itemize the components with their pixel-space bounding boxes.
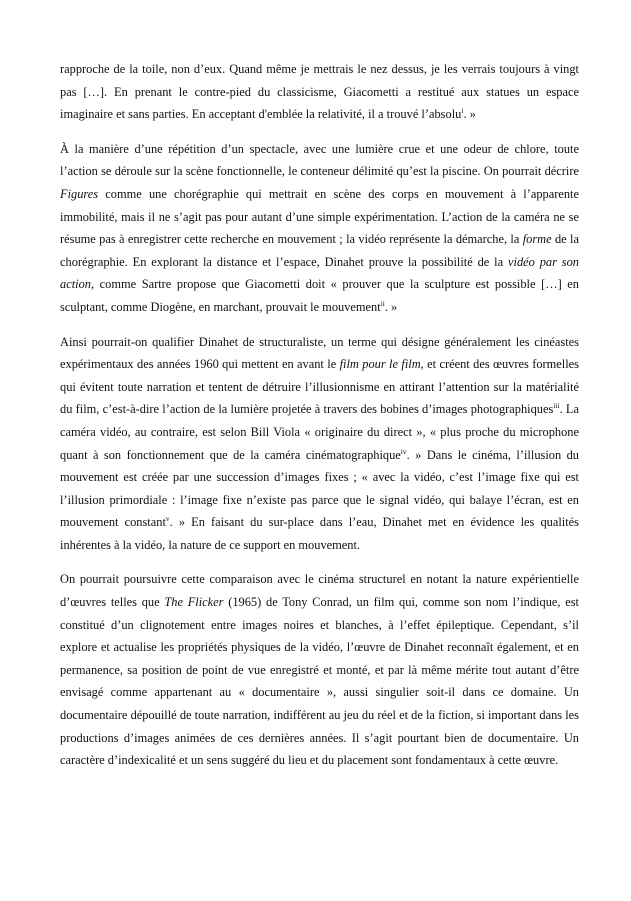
text-run: , comme Sartre propose que Giacometti doit « prouver que la sculpture est possible […] en sculptant, comme Diogène, en marchant, prouvait le mouvement <box>60 277 579 314</box>
italic-text: forme <box>522 232 552 247</box>
text-run: À la manière d’une répétition d’un spectacle, avec une lumière crue et une odeur de chlore, toute l’action se déroule sur la scène fonctionnelle, le conteneur délimité qu’est la piscine. On pourrait décrire <box>60 141 579 179</box>
paragraph <box>60 58 579 126</box>
text-run: , et créent des œuvres formelles qui évitent toute narration et tentent de détruire l’illusionnisme en attirant l’attention sur la matérialité du film, c’est-à-dire l’action de la lumière projetée à travers des bobines d’images photographiques <box>60 357 580 417</box>
text-run: On pourrait poursuivre cette comparaison avec le cinéma structurel en notant la nature expérientielle d’œuvres telles que <box>60 572 579 610</box>
footnote-marker: ii <box>380 298 385 308</box>
footnote-marker: iii <box>553 401 560 411</box>
italic-text: The Flicker <box>164 595 224 610</box>
italic-text: vidéo par son action <box>60 254 580 292</box>
body-text <box>60 58 579 784</box>
text-run: . » Dans le cinéma, l’illusion du mouvement est créée par une succession d’images fixes ; « avec la vidéo, c’est l’image fixe qui est l’illusion primordiale : l’image fixe n’existe pas parce que le signal vidéo, qui balaye l’écran, est en mouvement constant <box>60 447 580 530</box>
text-run: . » En faisant du sur-place dans l’eau, Dinahet met en évidence les qualités inhérentes à la vidéo, la nature de ce support en mouvement. <box>60 515 580 552</box>
paragraph <box>60 568 579 771</box>
text-run: . » <box>384 299 398 314</box>
text-run: de la chorégraphie. En explorant la distance et l’espace, Dinahet prouve la possibilité de la <box>60 232 579 269</box>
italic-text: film pour le film <box>339 357 421 372</box>
text-run: rapproche de la toile, non d’eux. Quand même je mettrais le nez dessus, je les verrais toujours à vingt pas […]. En prenant le contre-pied du classicisme, Giacometti a restitué aux statues un espace imaginaire et sans parties. En acceptant d'emblée la relativité, il a trouvé l’absolu <box>60 62 579 122</box>
footnote-marker: v <box>165 514 170 524</box>
paragraph <box>60 138 579 319</box>
footnote-marker: iv <box>400 446 407 456</box>
text-run: . » <box>463 107 476 122</box>
paragraph <box>60 331 579 557</box>
text-run: comme une chorégraphie qui mettrait en scène des corps en mouvement à l’apparente immobilité, mais il ne s’agit pas pour autant d’une simple expérimentation. L’action de la caméra ne se résume pas à enregistrer cette recherche en mouvement ; la vidéo représente la démarche, la <box>60 186 579 247</box>
footnote-marker: i <box>461 106 464 116</box>
text-run: . La caméra vidéo, au contraire, est selon Bill Viola « originaire du direct », « plus proche du microphone quant à son fonctionnement que de la caméra cinématographique <box>60 402 579 462</box>
italic-text: Figures <box>60 186 99 201</box>
text-run: Ainsi pourrait-on qualifier Dinahet de structuraliste, un terme qui désigne généralement les cinéastes expérimentaux des années 1960 qui mettent en avant le <box>60 334 579 372</box>
text-run: (1965) de Tony Conrad, un film qui, comme son nom l’indique, est constitué d’un clignotement entre images noires et blanches, à l’effet épileptique. Cependant, s’il explore et actualise les propriétés physiques de la vidéo, l’œuvre de Dinahet reconnaît également, et en permanence, sa position de point de vue enregistré et monté, et par là même mérite tout autant d’être envisagé comme appartenant au « documentaire », aussi singulier soit-il dans ce domaine. Un documentaire dépouillé de toute narration, indifférent au jeu du réel et de la fiction, si important dans les productions d’images animées de ces dernières années. Il s’agit pourtant bien de documentaire. Un caractère d’indexicalité et un sens suggéré du lieu et du placement sont fondamentaux à cette œuvre. <box>60 595 579 768</box>
